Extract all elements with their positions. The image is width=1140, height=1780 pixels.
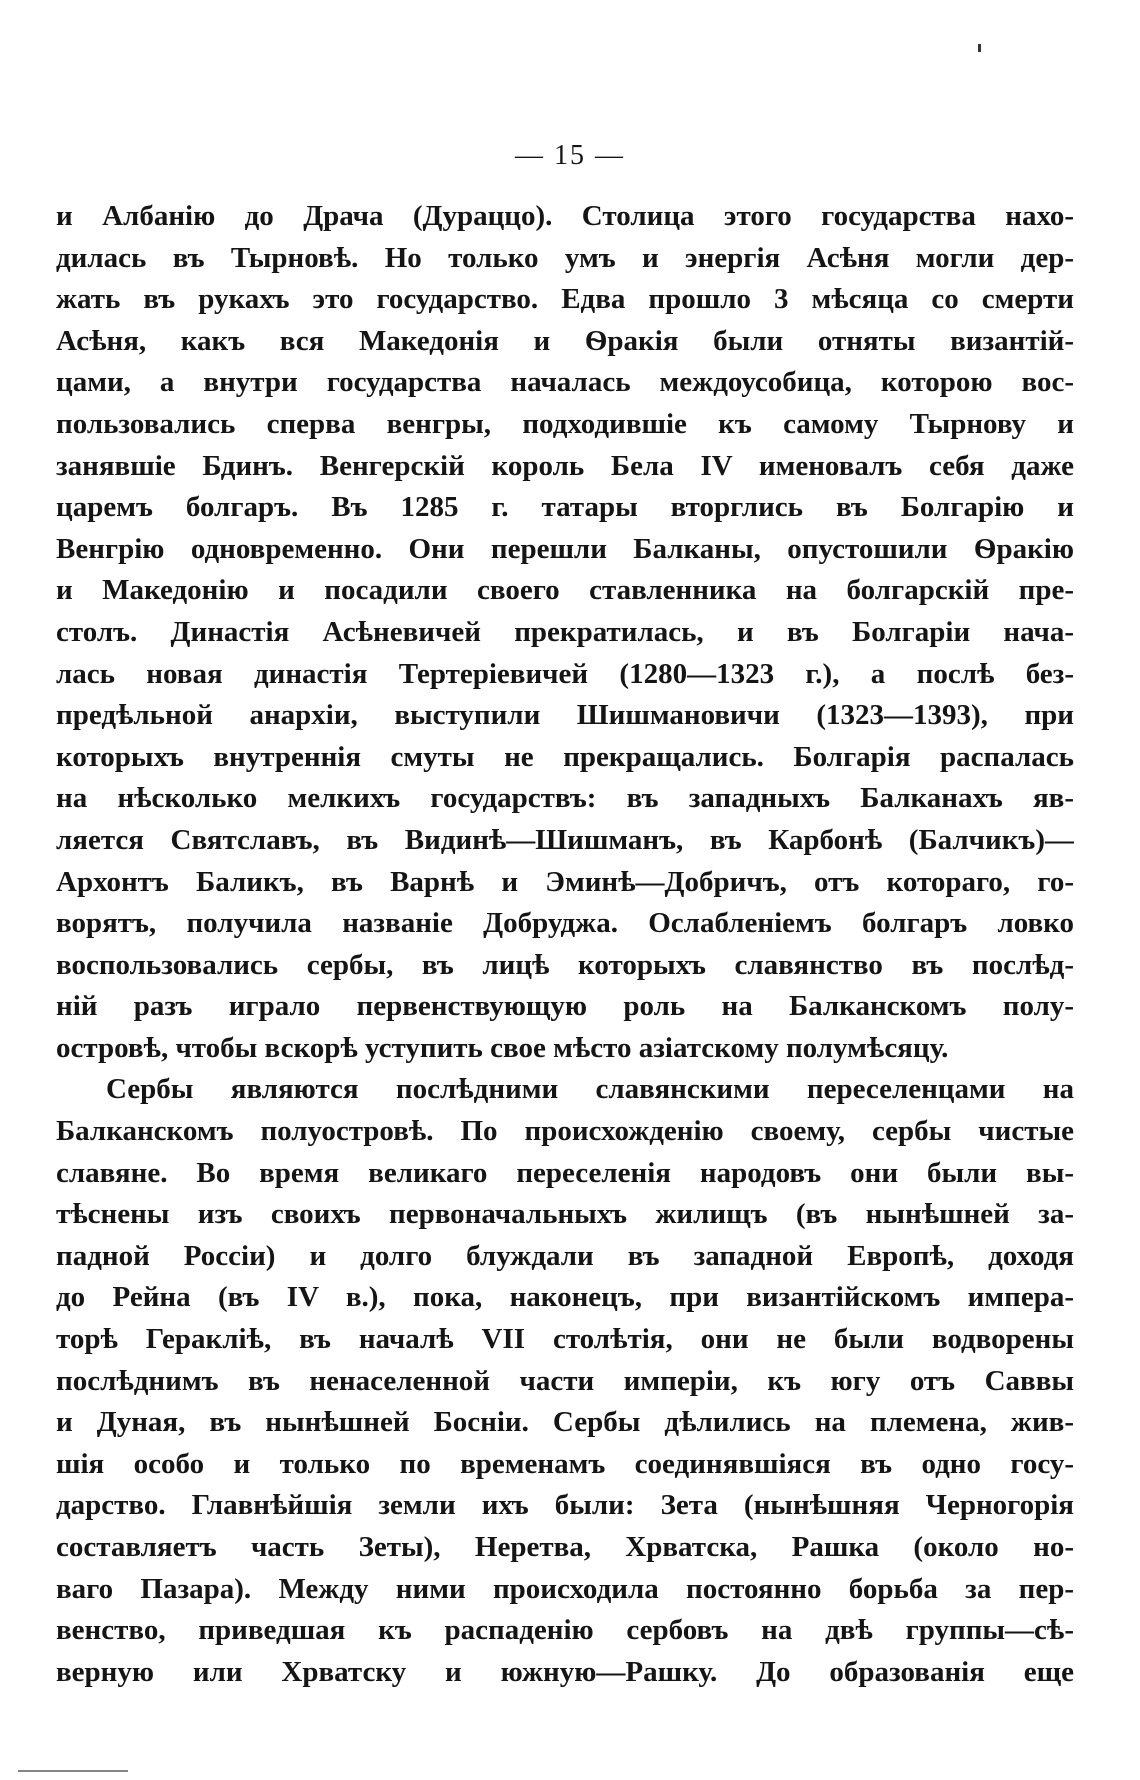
text-line: падной Россіи) и долго блуждали въ западной Европѣ, доходя bbox=[56, 1239, 1074, 1272]
page-number: — 15 — bbox=[515, 140, 625, 171]
text-line: ній разъ играло первенствующую роль на Балканскомъ полу- bbox=[56, 990, 1074, 1023]
text-line: которыхъ внутреннія смуты не прекращались. Болгарія распалась bbox=[56, 740, 1074, 773]
text-line: ваго Пазара). Между ними происходила постоянно борьба за пер- bbox=[56, 1572, 1074, 1605]
paragraph-2 bbox=[56, 1069, 1074, 1693]
text-line: венство, приведшая къ распаденію сербовъ на двѣ группы—сѣ- bbox=[56, 1614, 1074, 1647]
text-line: ворятъ, получила названіе Добруджа. Ослабленіемъ болгаръ ловко bbox=[56, 907, 1074, 940]
text-line: цами, а внутри государства началась междоусобица, которою вос- bbox=[56, 366, 1074, 399]
text-line: на нѣсколько мелкихъ государствъ: въ западныхъ Балканахъ яв- bbox=[56, 782, 1074, 815]
paragraph-1 bbox=[56, 196, 1074, 1069]
text-line: дарство. Главнѣйшія земли ихъ были: Зета (нынѣшняя Черногорія bbox=[56, 1489, 1074, 1522]
text-line: составляетъ часть Зеты), Неретва, Хрватска, Рашка (около но- bbox=[56, 1531, 1074, 1563]
text-line: ляется Святславъ, въ Видинѣ—Шишманъ, въ Карбонѣ (Балчикъ)— bbox=[56, 823, 1074, 856]
text-line: до Рейна (въ IV в.), пока, наконецъ, при византійскомъ импера- bbox=[56, 1281, 1074, 1314]
text-line: послѣднимъ въ ненаселенной части имперіи, къ югу отъ Саввы bbox=[56, 1364, 1074, 1397]
text-line: предѣльной анархіи, выступили Шишмановичи (1323—1393), при bbox=[56, 699, 1074, 732]
text-line: верную или Хрватску и южную—Рашку. До образованія еще bbox=[56, 1655, 1074, 1688]
text-line: занявшіе Бдинъ. Венгерскій король Бела IV именовалъ себя даже bbox=[56, 449, 1074, 482]
text-line: славяне. Во время великаго переселенія народовъ они были вы- bbox=[56, 1156, 1074, 1189]
text-line: воспользовались сербы, въ лицѣ которыхъ славянство въ послѣд- bbox=[56, 948, 1074, 981]
text-line: Асѣня, какъ вся Македонія и Ѳракія были отняты византій- bbox=[56, 324, 1074, 357]
text-line: и Дуная, въ нынѣшней Босніи. Сербы дѣлились на племена, жив- bbox=[56, 1406, 1074, 1439]
scan-mark-bottom-left bbox=[18, 1770, 128, 1772]
text-line: дилась въ Тырновѣ. Но только умъ и энергія Асѣня могли дер- bbox=[56, 241, 1074, 274]
text-line: Сербы являются послѣдними славянскими переселенцами на bbox=[106, 1073, 1074, 1106]
text-line: тѣснены изъ своихъ первоначальныхъ жилищъ (въ нынѣшней за- bbox=[56, 1198, 1074, 1231]
text-line: Венгрію одновременно. Они перешли Балканы, опустошили Ѳракію bbox=[56, 532, 1074, 565]
text-line: столъ. Династія Асѣневичей прекратилась, и въ Болгаріи нача- bbox=[56, 615, 1074, 648]
text-line: Архонтъ Баликъ, въ Варнѣ и Эминѣ—Добричъ, отъ котораго, го- bbox=[56, 865, 1074, 898]
text-line: и Македонію и посадили своего ставленника на болгарскій пре- bbox=[56, 574, 1074, 607]
scan-mark-top-right bbox=[978, 44, 981, 52]
text-line: Балканскомъ полуостровѣ. По происхожденію своему, сербы чистые bbox=[56, 1115, 1074, 1148]
text-line: лась новая династія Тертеріевичей (1280—1323 г.), а послѣ без- bbox=[56, 657, 1074, 690]
text-line: шія особо и только по временамъ соединявшіяся въ одно госу- bbox=[56, 1447, 1074, 1480]
text-line: и Албанію до Драча (Дураццо). Столица этого государства нахо- bbox=[56, 200, 1074, 232]
text-line: торѣ Гераклiѣ, въ началѣ VII столѣтія, они не были водворены bbox=[56, 1323, 1074, 1356]
text-line: островѣ, чтобы вскорѣ уступить свое мѣсто азіатскому полумѣсяцу. bbox=[56, 1031, 949, 1064]
text-block bbox=[56, 196, 1074, 1693]
text-line: царемъ болгаръ. Въ 1285 г. татары вторглись въ Болгарію и bbox=[56, 491, 1074, 524]
text-line: пользовались сперва венгры, подходившіе къ самому Тырнову и bbox=[56, 407, 1074, 440]
text-line: жать въ рукахъ это государство. Едва прошло 3 мѣсяца со смерти bbox=[56, 283, 1074, 316]
